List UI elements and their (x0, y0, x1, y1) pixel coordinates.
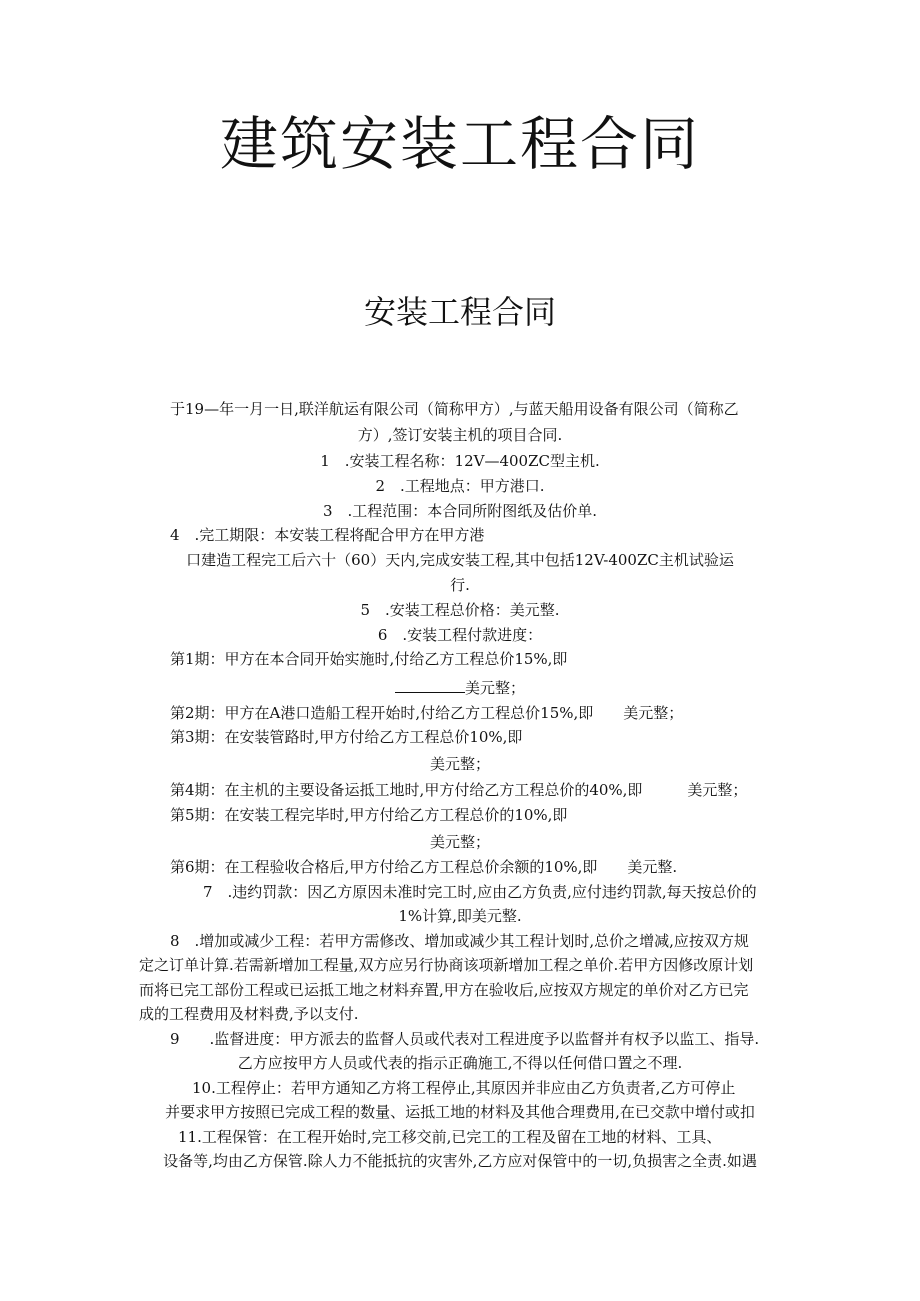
clause-10-line-2: 并要求甲方按照已完成工程的数量、运抵工地的材料及其他合理费用,在已交款中增付或扣 (165, 1103, 755, 1121)
clause-7-line-2: 1%计算,即美元整. (398, 907, 522, 925)
clause-11-line-2: 设备等,均由乙方保管.除人力不能抵抗的灾害外,乙方应对保管中的一切,负损害之全责.如遇 (163, 1152, 757, 1170)
clause-4-line-1: 4 .完工期限：本安装工程将配合甲方在甲方港 (170, 526, 485, 544)
preamble-line-2: 方）,签订安装主机的项目合同. (357, 426, 563, 444)
clause-8-line-3: 而将已完工部份工程或已运抵工地之材料弃置,甲方在验收后,应按双方规定的单价对乙方已完 (139, 981, 749, 999)
amount-blank-line (395, 678, 465, 693)
clause-5: 5 .安装工程总价格：美元整. (360, 601, 560, 619)
clause-8-line-2: 定之订单计算.若需新增加工程量,双方应另行协商该项新增加工程之单价.若甲方因修改原计划 (139, 956, 754, 974)
clause-9-line-2: 乙方应按甲方人员或代表的指示正确施工,不得以任何借口置之不理. (237, 1054, 683, 1072)
payment-6: 第6期：在工程验收合格后,甲方付给乙方工程总价余额的10%,即 美元整. (170, 858, 678, 876)
payment-4: 第4期：在主机的主要设备运抵工地时,甲方付给乙方工程总价的40%,即 美元整； (170, 781, 748, 799)
payment-3-line-2: 美元整； (429, 755, 490, 773)
clause-8-line-1: 8 .增加或减少工程：若甲方需修改、增加或减少其工程计划时,总价之增减,应按双方规 (170, 932, 749, 950)
payment-5-line-2: 美元整； (429, 833, 490, 851)
document-main-title: 建筑安装工程合同 (219, 110, 700, 178)
clause-9-line-1: 9 .监督进度：甲方派去的监督人员或代表对工程进度予以监督并有权予以监工、指导. (170, 1030, 760, 1048)
clause-4-line-2: 口建造工程完工后六十（60）天内,完成安装工程,其中包括12V-400ZC主机试验运 (186, 551, 734, 569)
clause-6: 6 .安装工程付款进度： (377, 626, 543, 644)
clause-3: 3 .工程范围：本合同所附图纸及估价单. (322, 502, 598, 520)
clause-1: 1 .安装工程名称：12V—400ZC型主机. (320, 452, 600, 470)
clause-8-line-4: 成的工程费用及材料费,予以支付. (139, 1005, 359, 1023)
payment-5-line-1: 第5期：在安装工程完毕时,甲方付给乙方工程总价的10%,即 (170, 806, 568, 824)
payment-2: 第2期：甲方在A港口造船工程开始时,付给乙方工程总价15%,即 美元整； (170, 704, 684, 722)
payment-1-line-1: 第1期：甲方在本合同开始实施时,付给乙方工程总价15%,即 (170, 650, 568, 668)
clause-7-line-1: 7 .违约罚款：因乙方原因未准时完工时,应由乙方负责,应付违约罚款,每天按总价的 (203, 883, 757, 901)
payment-1-amount: 美元整； (465, 679, 526, 697)
clause-2: 2 .工程地点：甲方港口. (375, 477, 545, 495)
clause-11-line-1: 11.工程保管：在工程开始时,完工移交前,已完工的工程及留在工地的材料、工具、 (178, 1128, 722, 1146)
clause-10-line-1: 10.工程停止：若甲方通知乙方将工程停止,其原因并非应由乙方负责者,乙方可停止 (192, 1079, 736, 1097)
payment-3-line-1: 第3期：在安装管路时,甲方付给乙方工程总价10%,即 (170, 728, 523, 746)
payment-1-line-2 (395, 677, 525, 699)
clause-4-line-3: 行. (450, 576, 470, 594)
preamble-line-1: 于19—年一月一日,联洋航运有限公司（简称甲方）,与蓝天船用设备有限公司（简称乙 (170, 400, 739, 418)
document-sub-title: 安装工程合同 (363, 293, 556, 331)
